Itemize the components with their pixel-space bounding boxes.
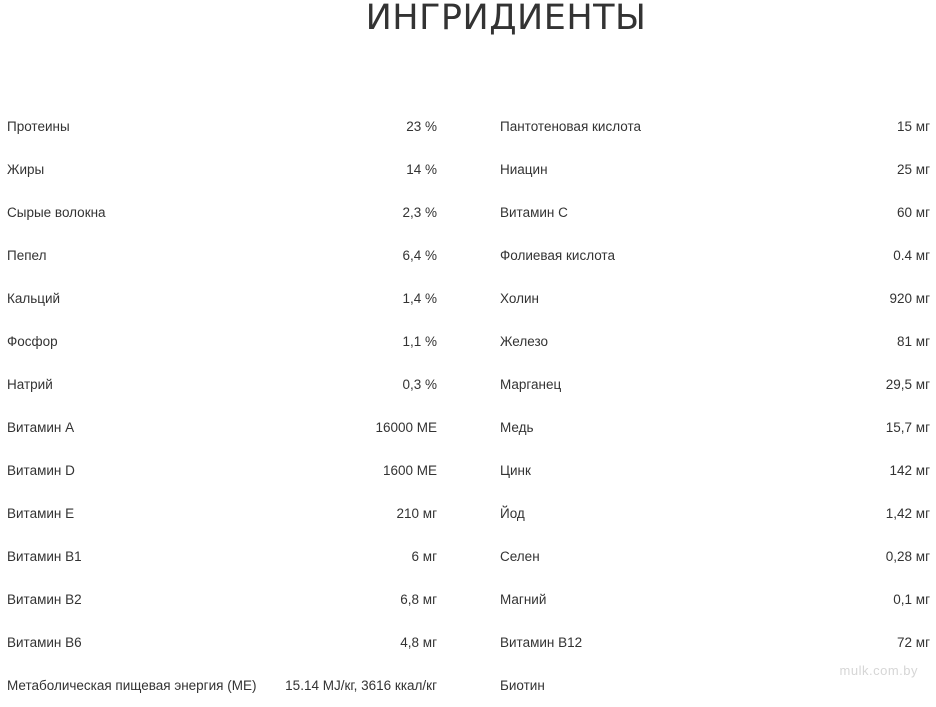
ingredient-name: Кальций: [7, 291, 61, 306]
ingredient-name: Витамин В2: [7, 592, 82, 607]
ingredients-right-column: [500, 105, 930, 707]
ingredient-value: 0,1 мг: [893, 592, 930, 607]
ingredient-name: Витамин Е: [7, 506, 75, 521]
ingredient-name: Витамин D: [7, 463, 75, 478]
ingredient-value: 210 мг: [396, 506, 437, 521]
ingredient-value: 60 мг: [897, 205, 930, 220]
ingredient-value: 15.14 MJ/кг, 3616 ккал/кг: [285, 678, 437, 693]
ingredient-value: 15 мг: [897, 119, 930, 134]
ingredient-row: [7, 621, 437, 664]
ingredient-row: [7, 320, 437, 363]
ingredient-value: 81 мг: [897, 334, 930, 349]
ingredient-row: [500, 449, 930, 492]
ingredient-value: 25 мг: [897, 162, 930, 177]
ingredient-row: [7, 105, 437, 148]
ingredient-row: [7, 406, 437, 449]
ingredient-name: Ниацин: [500, 162, 548, 177]
ingredient-value: 1600 МЕ: [382, 463, 437, 478]
ingredient-row: [500, 191, 930, 234]
ingredient-row: [500, 363, 930, 406]
ingredient-name: Цинк: [500, 463, 531, 478]
ingredient-value: 72 мг: [897, 635, 930, 650]
ingredient-value: 6,4 %: [402, 248, 437, 263]
ingredient-row: [500, 148, 930, 191]
ingredient-name: Холин: [500, 291, 539, 306]
ingredient-value: 29,5 мг: [885, 377, 930, 392]
ingredient-value: 23 %: [406, 119, 437, 134]
ingredient-name: Биотин: [500, 678, 545, 693]
ingredient-row: [7, 148, 437, 191]
watermark: mulk.com.by: [839, 663, 918, 678]
ingredient-row: [500, 234, 930, 277]
ingredient-name: Пепел: [7, 248, 47, 263]
ingredient-value: 4,8 мг: [400, 635, 437, 650]
ingredient-value: 15,7 мг: [885, 420, 930, 435]
ingredient-name: Протеины: [7, 119, 70, 134]
ingredient-name: Витамин В1: [7, 549, 82, 564]
ingredient-name: Марганец: [500, 377, 562, 392]
ingredient-value: 14 %: [406, 162, 437, 177]
ingredient-row: [500, 277, 930, 320]
ingredient-value: 2,3 %: [402, 205, 437, 220]
ingredient-name: Витамин С: [500, 205, 568, 220]
ingredient-row: [7, 191, 437, 234]
ingredient-row: [500, 535, 930, 578]
ingredient-name: Натрий: [7, 377, 53, 392]
ingredient-value: 0,28 мг: [885, 549, 930, 564]
ingredient-value: 1,4 %: [402, 291, 437, 306]
ingredient-row: [7, 535, 437, 578]
ingredient-value: 16000 МЕ: [375, 420, 437, 435]
ingredient-name: Йод: [500, 506, 525, 521]
ingredient-name: Селен: [500, 549, 540, 564]
ingredients-left-column: [7, 105, 437, 707]
ingredient-name: Витамин В6: [7, 635, 82, 650]
ingredient-row: [500, 320, 930, 363]
ingredient-name: Сырые волокна: [7, 205, 106, 220]
ingredient-row: [7, 277, 437, 320]
ingredient-value: 0.4 мг: [893, 248, 930, 263]
ingredient-value: 6,8 мг: [400, 592, 437, 607]
ingredient-value: 920 мг: [889, 291, 930, 306]
ingredient-row: [7, 234, 437, 277]
ingredient-name: Витамин А: [7, 420, 75, 435]
ingredient-name: Пантотеновая кислота: [500, 119, 641, 134]
ingredient-row: [500, 406, 930, 449]
ingredient-value: 1,42 мг: [885, 506, 930, 521]
ingredient-row: [500, 105, 930, 148]
ingredient-name: Магний: [500, 592, 547, 607]
ingredient-name: Медь: [500, 420, 534, 435]
ingredient-row: [7, 578, 437, 621]
ingredient-name: Витамин В12: [500, 635, 583, 650]
ingredient-name: Жиры: [7, 162, 45, 177]
ingredient-row: [500, 578, 930, 621]
ingredient-name: Метаболическая пищевая энергия (МЕ): [7, 678, 257, 693]
ingredient-value: 0,3 %: [402, 377, 437, 392]
ingredient-row: [7, 363, 437, 406]
ingredient-value: 142 мг: [889, 463, 930, 478]
ingredient-name: Фолиевая кислота: [500, 248, 615, 263]
page-title: ИНГРИДИЕНТЫ: [365, 0, 647, 38]
ingredient-row: [7, 492, 437, 535]
ingredient-name: Фосфор: [7, 334, 58, 349]
ingredient-row: [500, 492, 930, 535]
ingredient-name: Железо: [500, 334, 548, 349]
ingredient-row: [7, 664, 437, 707]
ingredient-row: [500, 621, 930, 664]
ingredient-value: 6 мг: [411, 549, 437, 564]
ingredient-row: [7, 449, 437, 492]
ingredient-value: 1,1 %: [402, 334, 437, 349]
